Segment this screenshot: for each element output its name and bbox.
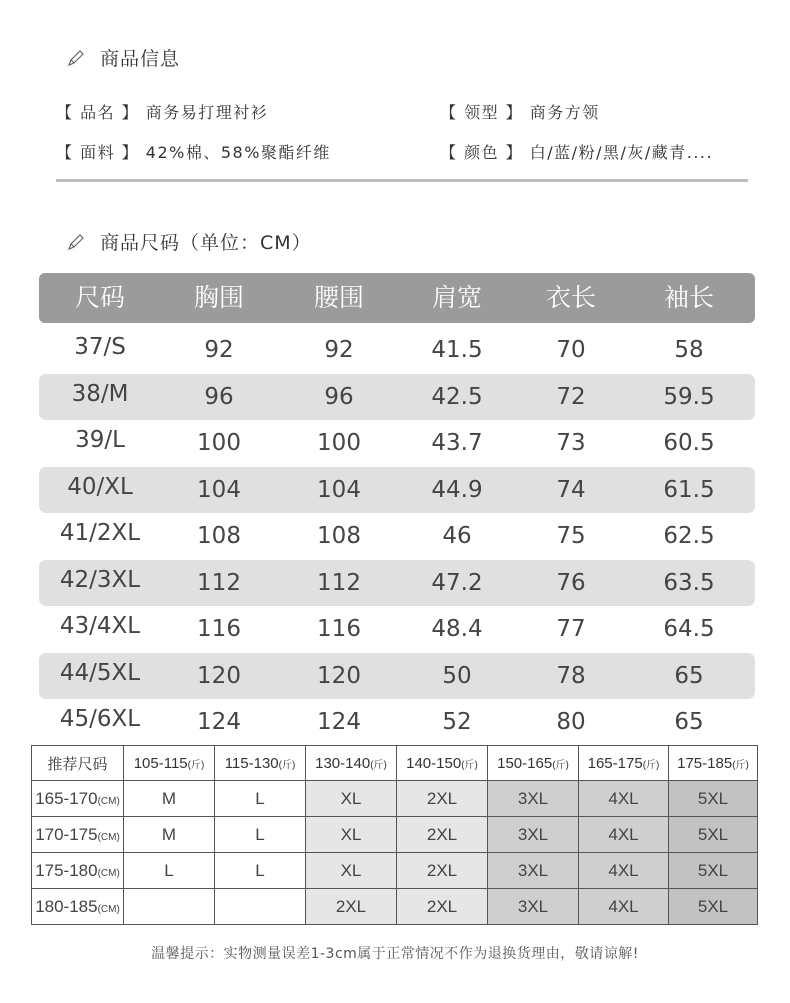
size-value-cell: 78: [556, 662, 586, 689]
size-value-cell: 59.5: [663, 383, 715, 410]
header-cell: 衣长: [545, 283, 596, 312]
size-value-cell: 76: [556, 569, 586, 596]
size-value-cell: 92: [204, 337, 234, 363]
size-table-header: [39, 273, 755, 323]
size-label-cell: 39/L: [75, 427, 125, 453]
size-value-cell: 92: [324, 337, 354, 363]
size-value-cell: 64.5: [663, 616, 715, 642]
size-value-cell: 73: [556, 430, 586, 456]
header-cell: 袖长: [663, 283, 714, 312]
size-row: [39, 699, 755, 745]
size-value-cell: 112: [317, 569, 361, 596]
pencil-icon: [66, 48, 86, 68]
header-cell: 腰围: [313, 283, 364, 312]
size-value-cell: 120: [197, 662, 241, 689]
size-value-cell: 96: [204, 383, 234, 410]
pencil-icon: [66, 232, 86, 252]
recommend-row: [32, 889, 758, 925]
size-value-cell: 100: [317, 430, 361, 456]
weight-header: 165-175(斤): [579, 746, 669, 781]
size-cell: 3XL: [488, 889, 579, 925]
size-label-cell: 43/4XL: [59, 613, 141, 639]
footer-note: 温馨提示：实物测量误差1-3cm属于正常情况不作为退换货理由，敬请谅解!: [151, 946, 639, 962]
height-cell: 180-185(CM): [32, 889, 124, 925]
recommend-corner: 推荐尺码: [32, 746, 124, 781]
size-value-cell: 42.5: [431, 383, 483, 410]
size-value-cell: 46: [442, 523, 472, 549]
height-cell: 165-170(CM): [32, 781, 124, 817]
height-cell: 170-175(CM): [32, 817, 124, 853]
fabric-value: 42%棉、58%聚酯纤维: [145, 143, 331, 162]
size-value-cell: 61.5: [663, 476, 715, 503]
recommend-header-row: [32, 746, 758, 781]
recommend-row: [32, 817, 758, 853]
size-cell: L: [215, 853, 306, 889]
size-value-cell: 80: [556, 709, 586, 735]
header-cell: 尺码: [74, 283, 125, 312]
fabric-label: 【 面料 】: [56, 143, 140, 162]
header-cell: 肩宽: [431, 283, 482, 312]
size-cell: XL: [306, 817, 397, 853]
size-cell: M: [124, 817, 215, 853]
size-cell: L: [124, 853, 215, 889]
size-value-cell: 58: [674, 337, 704, 363]
collar-label: 【 领型 】: [440, 103, 524, 122]
size-value-cell: 60.5: [663, 430, 715, 456]
size-label-cell: 40/XL: [67, 473, 133, 500]
size-value-cell: 108: [197, 523, 241, 549]
size-value-cell: 65: [674, 709, 704, 735]
size-value-cell: 124: [317, 709, 361, 735]
size-value-cell: 44.9: [431, 476, 483, 503]
collar-value: 商务方领: [529, 103, 600, 122]
size-cell: 2XL: [397, 889, 488, 925]
size-row: [39, 374, 755, 420]
size-cell: 4XL: [579, 889, 669, 925]
size-value-cell: 96: [324, 383, 354, 410]
size-row: [39, 653, 755, 699]
size-cell: 3XL: [488, 817, 579, 853]
info-collar-row: [440, 100, 600, 123]
size-cell: 4XL: [579, 817, 669, 853]
size-value-cell: 65: [674, 662, 704, 689]
size-row: [39, 327, 755, 373]
info-name-row: [56, 100, 268, 123]
size-value-cell: 72: [556, 383, 586, 410]
size-cell: 2XL: [397, 817, 488, 853]
size-value-cell: 62.5: [663, 523, 715, 549]
size-cell: M: [124, 781, 215, 817]
size-value-cell: 104: [197, 476, 241, 503]
size-cell: XL: [306, 781, 397, 817]
height-cell: 175-180(CM): [32, 853, 124, 889]
size-row: [39, 420, 755, 466]
size-cell: L: [215, 817, 306, 853]
recommend-row: [32, 853, 758, 889]
size-cell: XL: [306, 853, 397, 889]
size-value-cell: 100: [197, 430, 241, 456]
size-value-cell: 52: [442, 709, 472, 735]
size-section-title: [66, 228, 312, 255]
header-cell: 胸围: [193, 283, 244, 312]
size-cell: [124, 889, 215, 925]
size-row: [39, 606, 755, 652]
size-value-cell: 75: [556, 523, 586, 549]
size-value-cell: 43.7: [431, 430, 483, 456]
size-cell: 2XL: [306, 889, 397, 925]
size-cell: 5XL: [669, 853, 758, 889]
size-value-cell: 116: [317, 616, 361, 642]
size-label-cell: 38/M: [71, 380, 129, 407]
size-value-cell: 63.5: [663, 569, 715, 596]
size-label-cell: 44/5XL: [59, 659, 141, 686]
weight-header: 175-185(斤): [669, 746, 758, 781]
size-cell: 3XL: [488, 781, 579, 817]
weight-header: 140-150(斤): [397, 746, 488, 781]
size-value-cell: 116: [197, 616, 241, 642]
size-row: [39, 560, 755, 606]
size-cell: 5XL: [669, 817, 758, 853]
size-row: [39, 467, 755, 513]
name-label: 【 品名 】: [56, 103, 140, 122]
weight-header: 105-115(斤): [124, 746, 215, 781]
size-cell: 4XL: [579, 781, 669, 817]
info-fabric-row: [56, 140, 331, 163]
size-value-cell: 41.5: [431, 337, 483, 363]
info-title-text: 商品信息: [100, 48, 181, 70]
size-cell: 5XL: [669, 889, 758, 925]
size-value-cell: 120: [317, 662, 361, 689]
size-value-cell: 112: [197, 569, 241, 596]
size-cell: 4XL: [579, 853, 669, 889]
size-value-cell: 104: [317, 476, 361, 503]
size-label-cell: 37/S: [74, 334, 126, 360]
info-section-title: [66, 44, 180, 71]
size-row: [39, 513, 755, 559]
size-value-cell: 70: [556, 337, 586, 363]
size-value-cell: 108: [317, 523, 361, 549]
size-value-cell: 50: [442, 662, 472, 689]
name-value: 商务易打理衬衫: [145, 103, 269, 122]
color-label: 【 颜色 】: [440, 143, 524, 162]
size-label-cell: 42/3XL: [59, 566, 141, 593]
weight-header: 150-165(斤): [488, 746, 579, 781]
size-cell: 5XL: [669, 781, 758, 817]
size-value-cell: 47.2: [431, 569, 483, 596]
size-value-cell: 124: [197, 709, 241, 735]
info-color-row: [440, 140, 713, 163]
size-cell: L: [215, 781, 306, 817]
section-divider: [56, 179, 748, 182]
size-cell: [215, 889, 306, 925]
size-cell: 3XL: [488, 853, 579, 889]
recommend-row: [32, 781, 758, 817]
color-value: 白/蓝/粉/黑/灰/藏青....: [529, 143, 714, 162]
size-label-cell: 41/2XL: [59, 520, 141, 546]
size-value-cell: 74: [556, 476, 586, 503]
weight-header: 130-140(斤): [306, 746, 397, 781]
size-value-cell: 48.4: [431, 616, 483, 642]
recommend-table: [31, 745, 758, 925]
size-value-cell: 77: [556, 616, 586, 642]
size-cell: 2XL: [397, 853, 488, 889]
weight-header: 115-130(斤): [215, 746, 306, 781]
size-label-cell: 45/6XL: [59, 706, 141, 732]
size-title-text: 商品尺码（单位：CM）: [100, 232, 312, 254]
size-cell: 2XL: [397, 781, 488, 817]
